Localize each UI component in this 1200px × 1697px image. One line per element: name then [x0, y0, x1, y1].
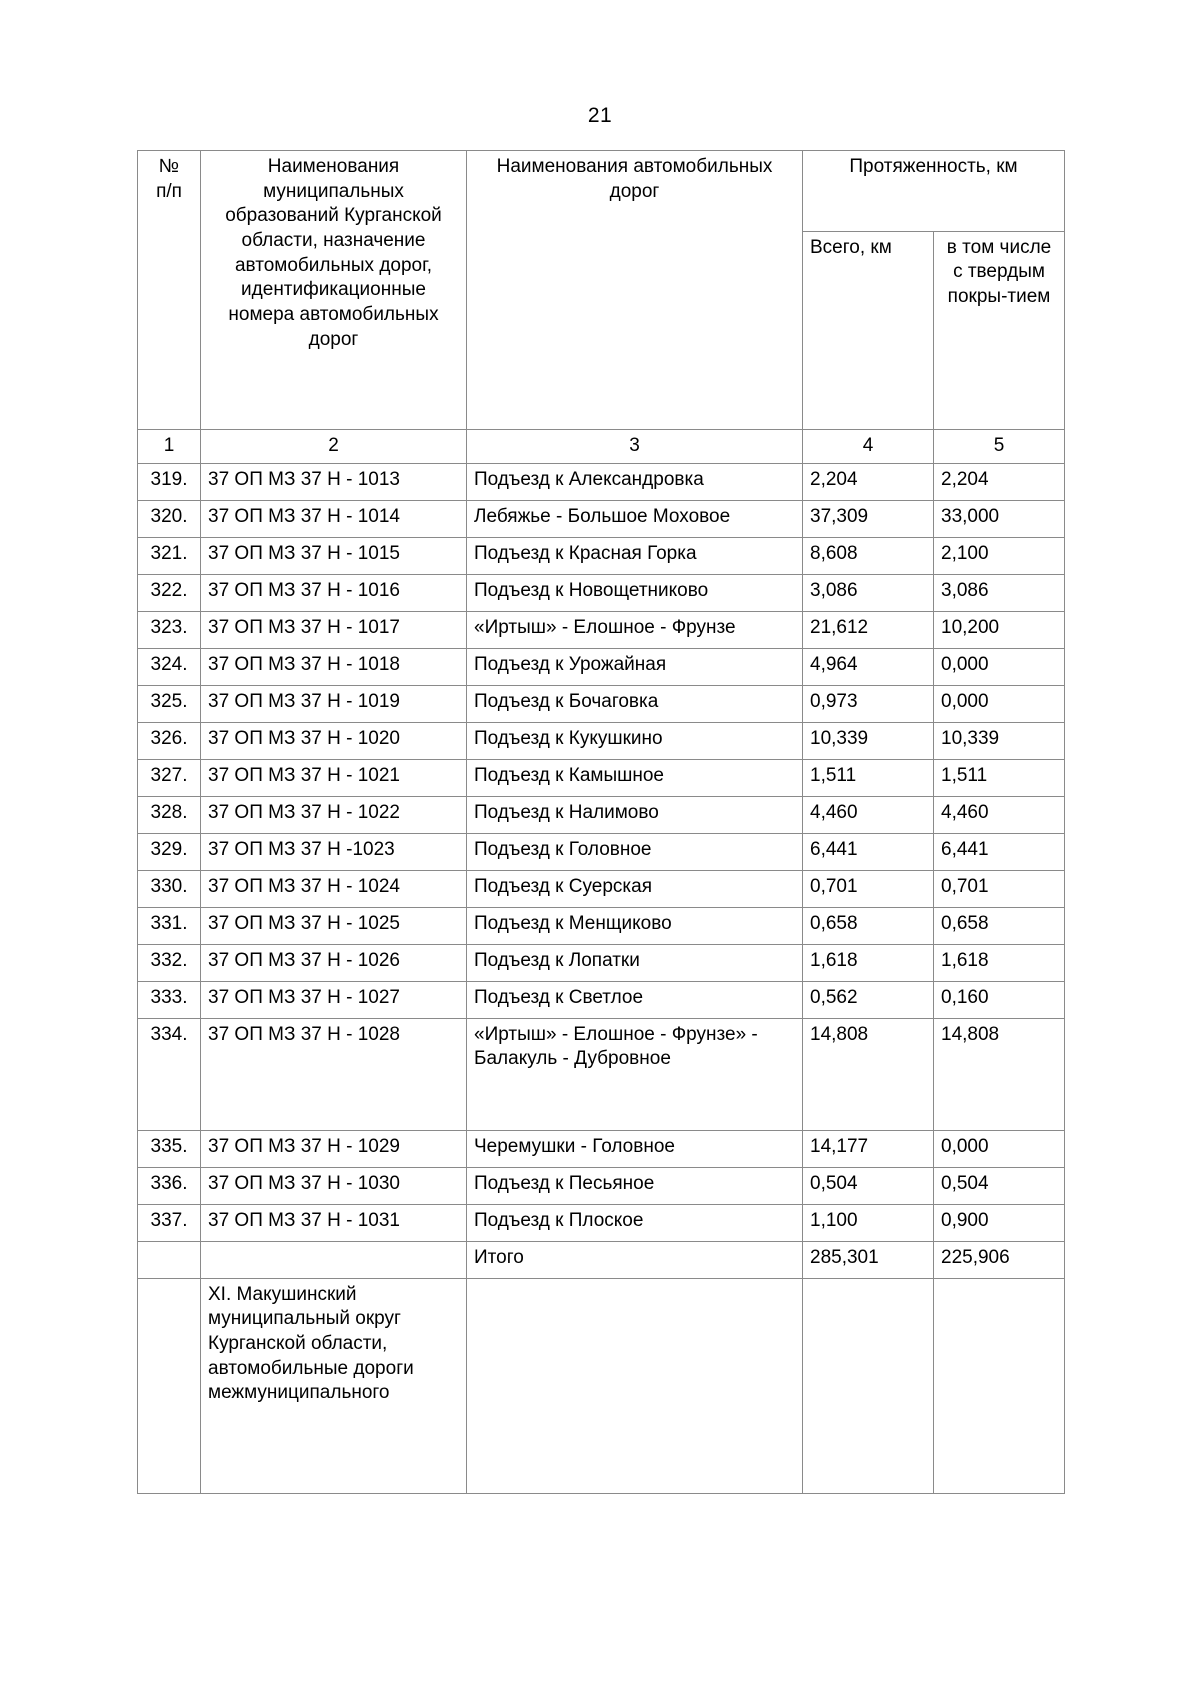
row-road-id: 37 ОП МЗ 37 Н - 1015: [201, 537, 467, 574]
row-hard-km: 1,618: [934, 944, 1065, 981]
header-cell-road-name: Наименования автомобильных дорог: [467, 151, 803, 430]
row-road-id: 37 ОП МЗ 37 Н -1023: [201, 833, 467, 870]
table-header-row-main: [138, 151, 1065, 232]
row-number: 319.: [138, 463, 201, 500]
row-total-km: 3,086: [803, 574, 934, 611]
row-number: 321.: [138, 537, 201, 574]
row-number: 327.: [138, 759, 201, 796]
row-road-name: «Иртыш» - Елошное - Фрунзе: [467, 611, 803, 648]
row-road-id: 37 ОП МЗ 37 Н - 1028: [201, 1018, 467, 1130]
row-road-name: Подъезд к Налимово: [467, 796, 803, 833]
table-row: [138, 574, 1065, 611]
total-row-label: Итого: [467, 1241, 803, 1278]
header-number-line1: №: [158, 156, 180, 177]
row-total-km: 21,612: [803, 611, 934, 648]
row-road-name: Подъезд к Александровка: [467, 463, 803, 500]
row-road-id: 37 ОП МЗ 37 Н - 1025: [201, 907, 467, 944]
row-number: 322.: [138, 574, 201, 611]
table-row: [138, 685, 1065, 722]
row-total-km: 1,511: [803, 759, 934, 796]
table-row: [138, 537, 1065, 574]
row-number: 332.: [138, 944, 201, 981]
row-road-id: 37 ОП МЗ 37 Н - 1024: [201, 870, 467, 907]
row-hard-km: 0,658: [934, 907, 1065, 944]
row-road-name: Подъезд к Менщиково: [467, 907, 803, 944]
row-number: 330.: [138, 870, 201, 907]
row-total-km: 1,618: [803, 944, 934, 981]
table-row: [138, 1204, 1065, 1241]
row-road-id: 37 ОП МЗ 37 Н - 1029: [201, 1130, 467, 1167]
row-road-name: Черемушки - Головное: [467, 1130, 803, 1167]
row-road-name: Подъезд к Красная Горка: [467, 537, 803, 574]
column-number-5: 5: [934, 430, 1065, 464]
header-cell-municipality: Наименования муниципальных образований Курганской области, назначение автомобильных дорог, идентификационные номера автомобильных дорог: [201, 151, 467, 430]
section-row-hard-km: [934, 1278, 1065, 1493]
header-cell-number: [138, 151, 201, 430]
row-total-km: 14,808: [803, 1018, 934, 1130]
row-number: 331.: [138, 907, 201, 944]
table-row: [138, 611, 1065, 648]
row-hard-km: 2,100: [934, 537, 1065, 574]
table-row: [138, 500, 1065, 537]
section-row-title: XI. Макушинский муниципальный округ Курганской области, автомобильные дороги межмуниципального: [201, 1278, 467, 1493]
row-road-name: Подъезд к Урожайная: [467, 648, 803, 685]
row-road-name: Подъезд к Суерская: [467, 870, 803, 907]
row-road-name: «Иртыш» - Елошное - Фрунзе» - Балакуль - Дубровное: [467, 1018, 803, 1130]
table-row: [138, 759, 1065, 796]
row-road-id: 37 ОП МЗ 37 Н - 1027: [201, 981, 467, 1018]
row-hard-km: 10,200: [934, 611, 1065, 648]
row-road-id: 37 ОП МЗ 37 Н - 1020: [201, 722, 467, 759]
total-row-number: [138, 1241, 201, 1278]
table-row: [138, 796, 1065, 833]
row-road-name: Подъезд к Лопатки: [467, 944, 803, 981]
row-hard-km: 4,460: [934, 796, 1065, 833]
table-section-row: [138, 1278, 1065, 1493]
roads-table-container: [137, 150, 1064, 1494]
row-road-id: 37 ОП МЗ 37 Н - 1022: [201, 796, 467, 833]
row-hard-km: 0,160: [934, 981, 1065, 1018]
row-road-name: Подъезд к Новощетниково: [467, 574, 803, 611]
row-road-id: 37 ОП МЗ 37 Н - 1030: [201, 1167, 467, 1204]
row-road-id: 37 ОП МЗ 37 Н - 1016: [201, 574, 467, 611]
row-total-km: 6,441: [803, 833, 934, 870]
row-total-km: 10,339: [803, 722, 934, 759]
row-number: 337.: [138, 1204, 201, 1241]
row-road-id: 37 ОП МЗ 37 Н - 1013: [201, 463, 467, 500]
row-number: 325.: [138, 685, 201, 722]
row-total-km: 0,504: [803, 1167, 934, 1204]
row-total-km: 2,204: [803, 463, 934, 500]
table-row: [138, 944, 1065, 981]
row-road-id: 37 ОП МЗ 37 Н - 1026: [201, 944, 467, 981]
table-row: [138, 870, 1065, 907]
row-total-km: 4,964: [803, 648, 934, 685]
row-hard-km: 0,900: [934, 1204, 1065, 1241]
row-hard-km: 6,441: [934, 833, 1065, 870]
table-row: [138, 722, 1065, 759]
row-hard-km: 2,204: [934, 463, 1065, 500]
table-row: [138, 648, 1065, 685]
row-total-km: 0,562: [803, 981, 934, 1018]
table-row: [138, 1018, 1065, 1130]
header-number-line2: п/п: [156, 180, 182, 202]
row-road-name: Подъезд к Плоское: [467, 1204, 803, 1241]
row-total-km: 8,608: [803, 537, 934, 574]
row-road-id: 37 ОП МЗ 37 Н - 1017: [201, 611, 467, 648]
row-road-id: 37 ОП МЗ 37 Н - 1019: [201, 685, 467, 722]
row-total-km: 0,701: [803, 870, 934, 907]
row-hard-km: 0,504: [934, 1167, 1065, 1204]
row-total-km: 1,100: [803, 1204, 934, 1241]
table-row: [138, 833, 1065, 870]
total-row-hard-km: 225,906: [934, 1241, 1065, 1278]
row-number: 324.: [138, 648, 201, 685]
section-row-number: [138, 1278, 201, 1493]
table-total-row: [138, 1241, 1065, 1278]
row-road-name: Подъезд к Кукушкино: [467, 722, 803, 759]
column-number-4: 4: [803, 430, 934, 464]
header-cell-length-group: Протяженность, км: [803, 151, 1065, 232]
row-road-name: Подъезд к Бочаговка: [467, 685, 803, 722]
roads-table: [137, 150, 1065, 1494]
row-hard-km: 0,000: [934, 1130, 1065, 1167]
header-cell-total-km: Всего, км: [803, 231, 934, 430]
row-hard-km: 0,000: [934, 685, 1065, 722]
table-row: [138, 1167, 1065, 1204]
row-hard-km: 1,511: [934, 759, 1065, 796]
column-number-1: 1: [138, 430, 201, 464]
row-number: 336.: [138, 1167, 201, 1204]
row-hard-km: 0,000: [934, 648, 1065, 685]
table-row: [138, 1130, 1065, 1167]
row-number: 335.: [138, 1130, 201, 1167]
row-number: 334.: [138, 1018, 201, 1130]
row-hard-km: 0,701: [934, 870, 1065, 907]
row-number: 326.: [138, 722, 201, 759]
row-number: 320.: [138, 500, 201, 537]
table-row: [138, 981, 1065, 1018]
row-number: 329.: [138, 833, 201, 870]
row-number: 323.: [138, 611, 201, 648]
page-number: 21: [587, 104, 613, 127]
row-total-km: 4,460: [803, 796, 934, 833]
row-total-km: 14,177: [803, 1130, 934, 1167]
column-number-2: 2: [201, 430, 467, 464]
row-total-km: 0,973: [803, 685, 934, 722]
row-number: 333.: [138, 981, 201, 1018]
column-number-3: 3: [467, 430, 803, 464]
row-road-name: Лебяжье - Большое Моховое: [467, 500, 803, 537]
table-row: [138, 907, 1065, 944]
row-hard-km: 14,808: [934, 1018, 1065, 1130]
row-road-id: 37 ОП МЗ 37 Н - 1021: [201, 759, 467, 796]
header-cell-hard-surface: в том числе с твердым покры-тием: [934, 231, 1065, 430]
row-hard-km: 10,339: [934, 722, 1065, 759]
row-road-name: Подъезд к Камышное: [467, 759, 803, 796]
section-row-road-name: [467, 1278, 803, 1493]
total-row-total-km: 285,301: [803, 1241, 934, 1278]
table-column-number-row: [138, 430, 1065, 464]
row-hard-km: 33,000: [934, 500, 1065, 537]
row-number: 328.: [138, 796, 201, 833]
row-road-name: Подъезд к Песьяное: [467, 1167, 803, 1204]
row-hard-km: 3,086: [934, 574, 1065, 611]
row-road-id: 37 ОП МЗ 37 Н - 1014: [201, 500, 467, 537]
row-total-km: 37,309: [803, 500, 934, 537]
row-road-id: 37 ОП МЗ 37 Н - 1018: [201, 648, 467, 685]
row-road-name: Подъезд к Светлое: [467, 981, 803, 1018]
row-road-id: 37 ОП МЗ 37 Н - 1031: [201, 1204, 467, 1241]
total-row-road-id: [201, 1241, 467, 1278]
row-total-km: 0,658: [803, 907, 934, 944]
section-row-total-km: [803, 1278, 934, 1493]
table-row: [138, 463, 1065, 500]
row-road-name: Подъезд к Головное: [467, 833, 803, 870]
